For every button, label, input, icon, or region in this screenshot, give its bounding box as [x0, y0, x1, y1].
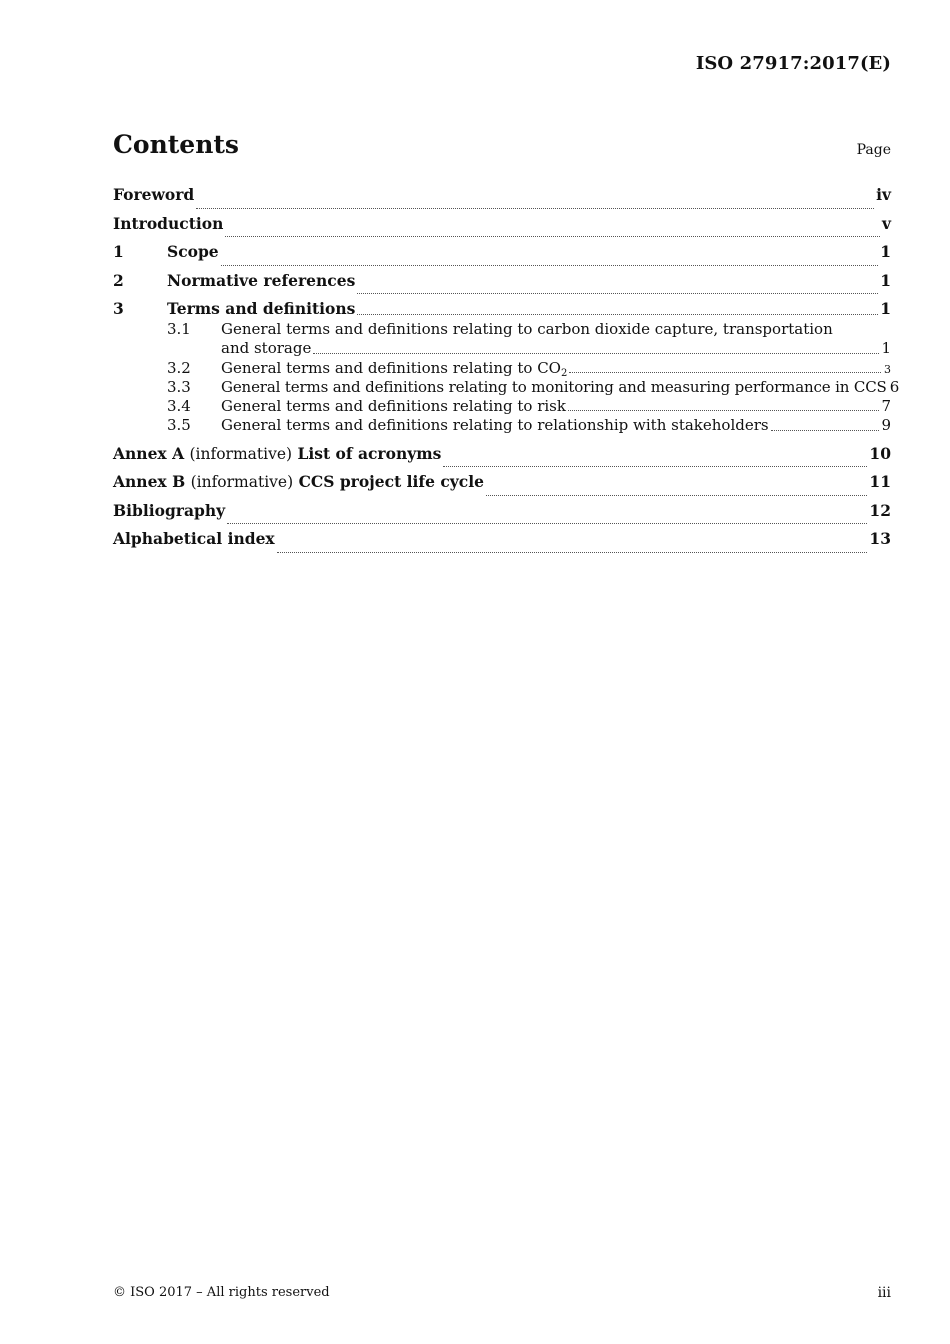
toc-page: 13: [869, 529, 891, 549]
toc-page: 1: [880, 242, 891, 261]
toc-title: Foreword: [113, 185, 195, 204]
toc-title: Alphabetical index: [113, 529, 275, 549]
toc-title: Introduction: [113, 213, 224, 233]
toc-entry-3-2[interactable]: [113, 359, 891, 378]
toc-number: 1: [113, 242, 124, 261]
dot-leader: [357, 314, 878, 315]
toc-entry-annex-b[interactable]: [113, 472, 891, 501]
dot-leader: [221, 265, 879, 266]
toc-number: 2: [113, 270, 124, 290]
table-of-contents: [113, 185, 900, 558]
toc-page: 7: [881, 397, 891, 416]
toc-page: 1: [880, 270, 891, 290]
toc-number: 3.5: [167, 416, 191, 435]
toc-entry-3-3[interactable]: [113, 377, 900, 397]
toc-entry-bibliography[interactable]: [113, 501, 891, 530]
toc-title: [113, 444, 441, 463]
toc-title: General terms and definitions relating to relationship with stakeholders: [221, 416, 769, 435]
toc-page: v: [881, 213, 891, 233]
dot-leader: [277, 552, 868, 553]
toc-entry-scope[interactable]: [113, 242, 891, 271]
dot-leader: [443, 466, 867, 467]
toc-title: General terms and definitions relating to monitoring and measuring performance in CCS: [221, 377, 887, 396]
page-column-label: Page: [856, 142, 891, 158]
toc-page: iv: [876, 185, 891, 204]
annex-qualifier: (informative): [189, 444, 293, 463]
dot-leader: [227, 523, 867, 524]
toc-page: 12: [869, 500, 891, 520]
dot-leader: [357, 293, 878, 294]
toc-page: 1: [880, 299, 891, 318]
toc-number: 3.1: [167, 320, 191, 338]
toc-entry-introduction[interactable]: [113, 214, 891, 243]
annex-title: List of acronyms: [297, 443, 442, 463]
annex-title: CCS project life cycle: [298, 472, 484, 492]
dot-leader: [313, 353, 879, 354]
toc-page: 11: [869, 472, 891, 492]
annex-label: Annex A: [113, 443, 185, 463]
annex-qualifier: (informative): [190, 473, 294, 492]
toc-title: [113, 472, 484, 491]
toc-page: 6: [889, 377, 900, 396]
contents-heading: Contents: [113, 130, 240, 159]
toc-title: General terms and definitions relating to $CO_2$: [221, 358, 568, 379]
toc-entry-3-1-continuation[interactable]: [113, 339, 891, 358]
toc-page: 3: [884, 362, 891, 376]
page-number: iii: [877, 1285, 891, 1301]
dot-leader: [568, 410, 879, 411]
toc-entry-normative-references[interactable]: [113, 271, 891, 300]
toc-title: Terms and definitions: [167, 299, 356, 318]
copyright-notice: © ISO 2017 – All rights reserved: [113, 1285, 330, 1300]
toc-title: Scope: [167, 242, 219, 261]
toc-number: 3.3: [167, 377, 191, 396]
toc-entry-3-1[interactable]: [113, 320, 891, 339]
toc-title: General terms and definitions relating to risk: [221, 397, 566, 416]
toc-entry-foreword[interactable]: [113, 185, 891, 214]
toc-number: 3: [113, 299, 124, 318]
dot-leader: [569, 372, 881, 373]
toc-title: Normative references: [167, 270, 356, 290]
dot-leader: [771, 430, 880, 431]
annex-label: Annex B: [113, 472, 186, 492]
toc-entry-3-5[interactable]: [113, 416, 891, 435]
toc-page: 1: [881, 339, 891, 358]
toc-title-line2: and storage: [221, 339, 312, 358]
toc-page: 9: [881, 416, 891, 435]
toc-number: 3.2: [167, 358, 191, 377]
toc-number: 3.4: [167, 397, 191, 416]
toc-entry-annex-a[interactable]: [113, 444, 891, 473]
toc-title: Bibliography: [113, 500, 226, 520]
toc-entry-terms-and-definitions[interactable]: [113, 299, 891, 320]
dot-leader: [196, 208, 874, 209]
dot-leader: [225, 236, 880, 237]
toc-title-line1: General terms and definitions relating to carbon dioxide capture, transportation: [221, 320, 833, 338]
subscript-2: 2: [560, 367, 568, 379]
toc-entry-3-4[interactable]: [113, 397, 891, 416]
toc-entry-alphabetical-index[interactable]: [113, 529, 891, 558]
toc-page: 10: [869, 443, 891, 463]
standard-identifier: ISO 27917:2017(E): [695, 53, 891, 74]
dot-leader: [486, 495, 867, 496]
